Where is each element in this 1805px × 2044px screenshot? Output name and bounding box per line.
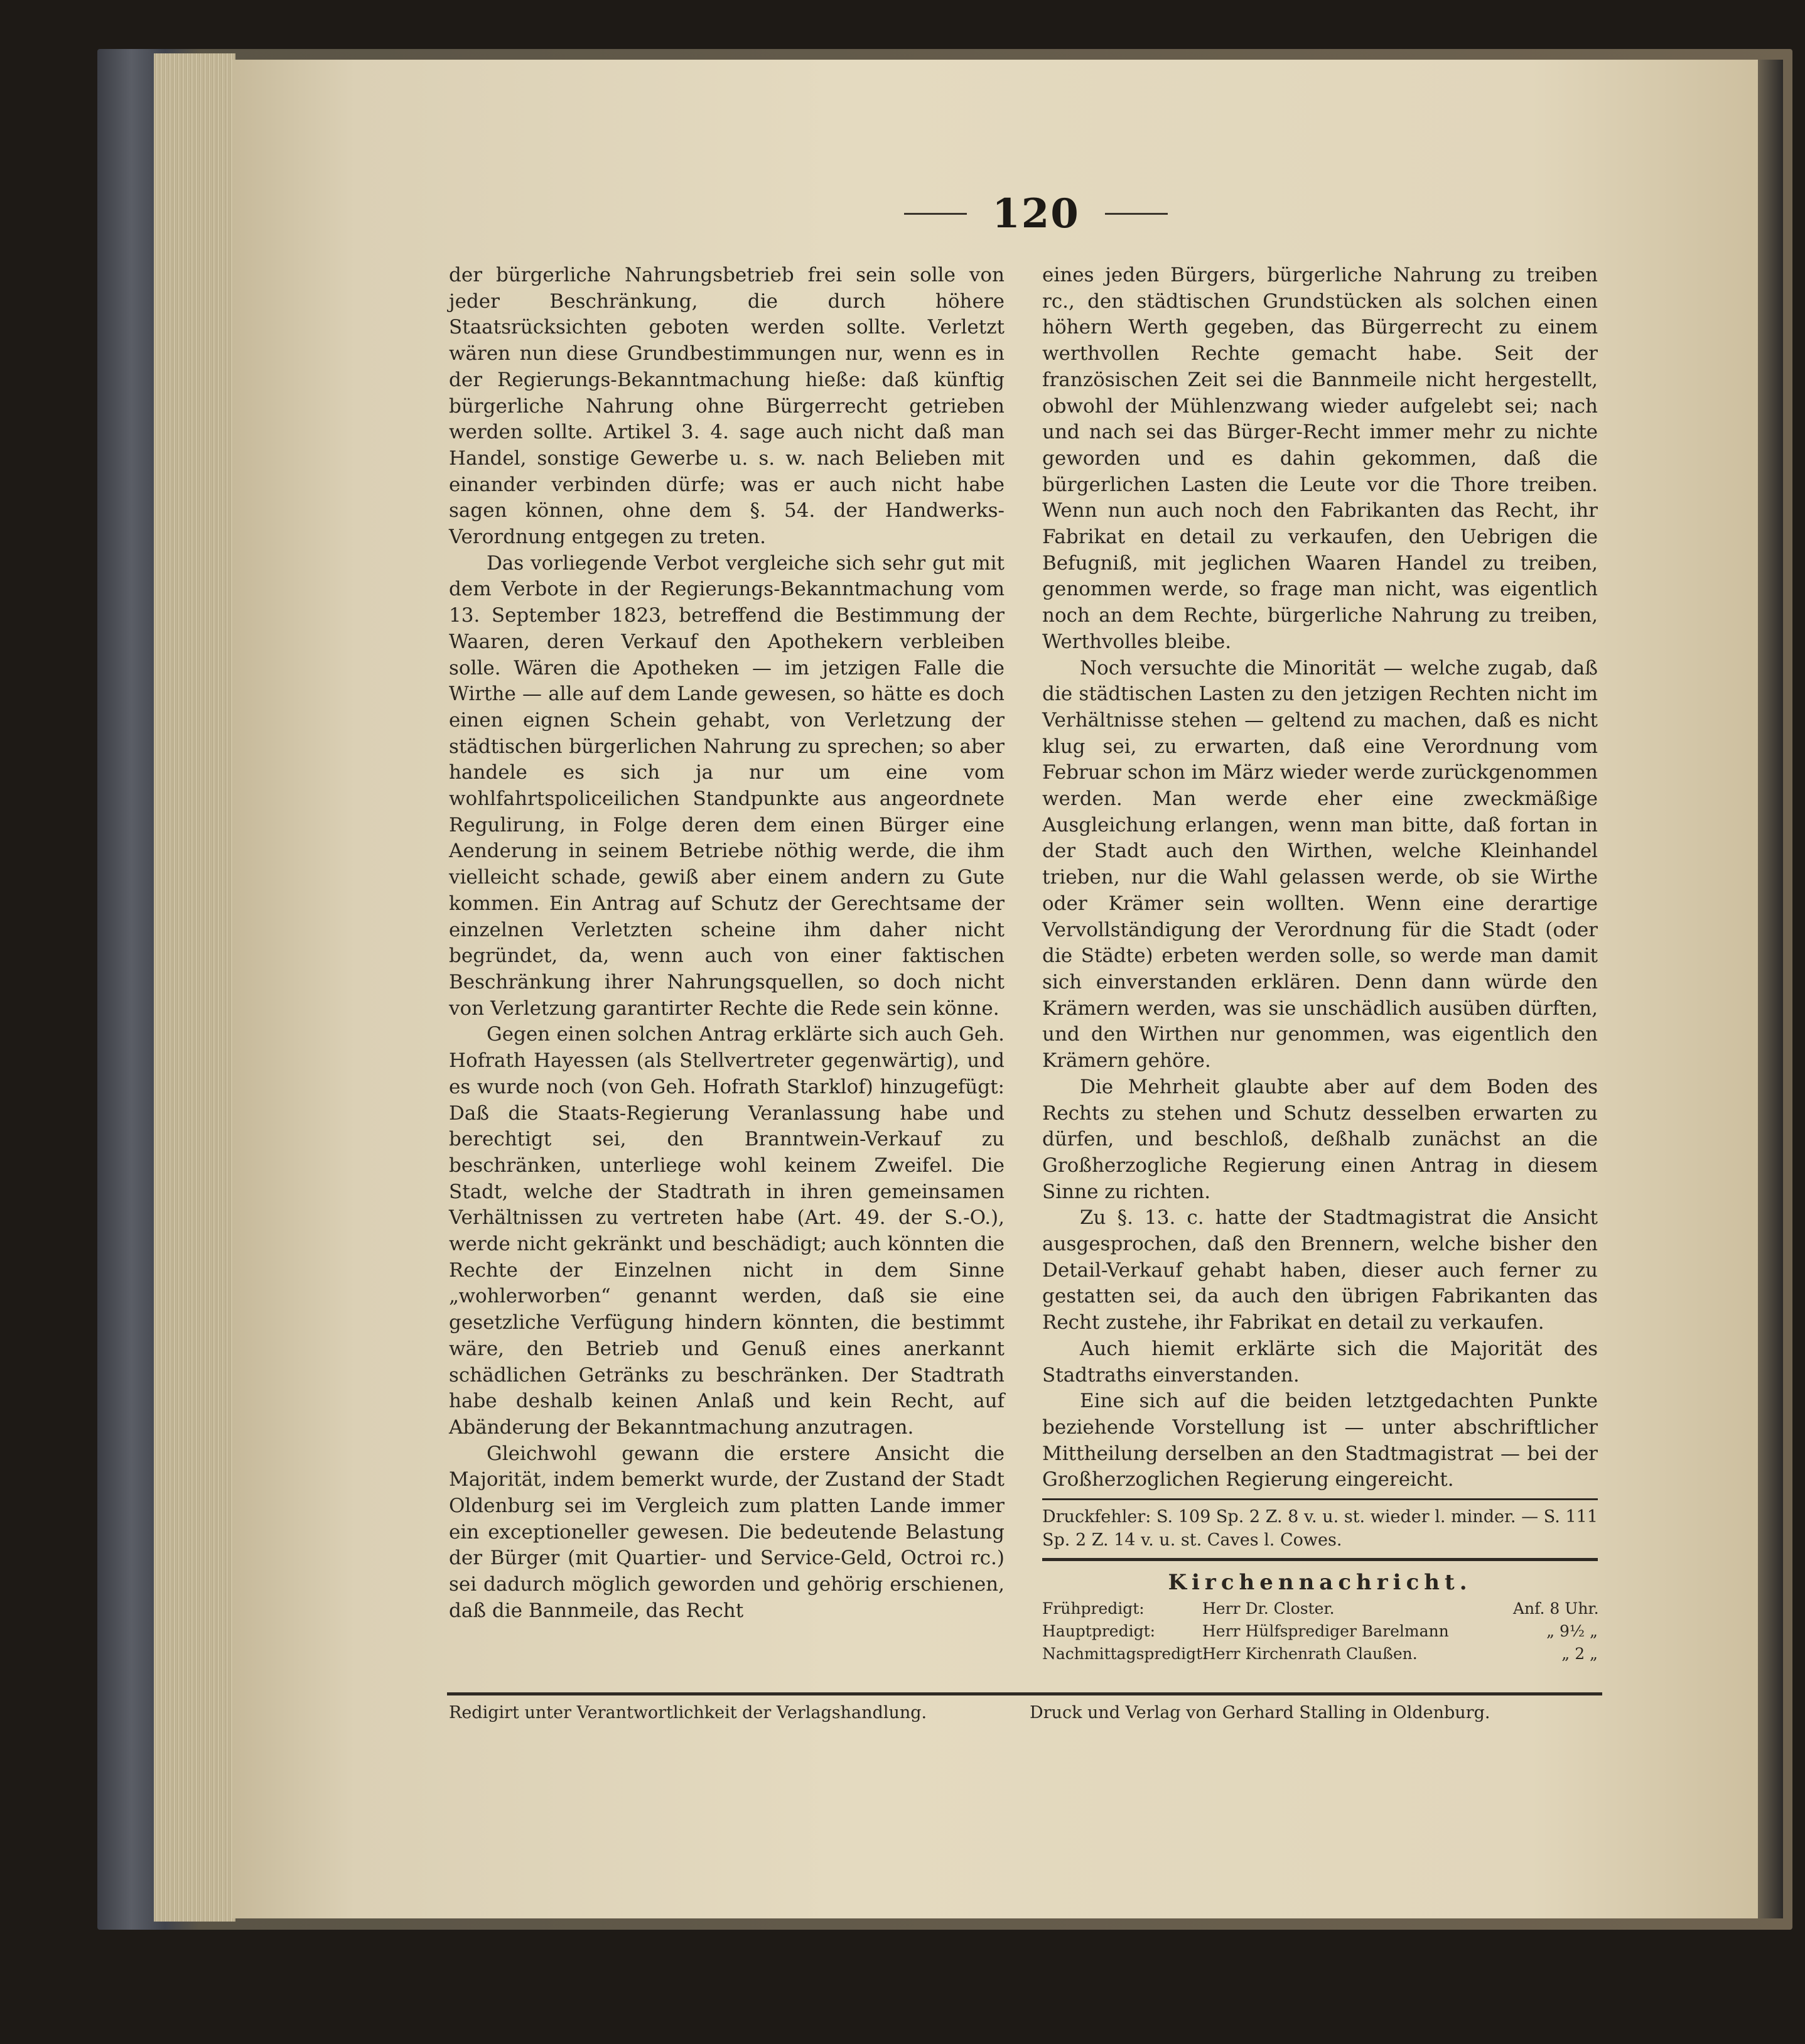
service-label: Hauptpredigt: xyxy=(1042,1622,1156,1641)
footer-editor-note: Redigirt unter Verantwortlichkeit der Verlagshandlung. xyxy=(449,1703,927,1722)
left-column xyxy=(449,262,1005,1625)
service-row xyxy=(1042,1620,1598,1643)
service-preacher: Herr Hülfsprediger Barelmann xyxy=(1202,1622,1449,1641)
header-rule-left xyxy=(904,213,967,215)
service-time: „ 2 „ xyxy=(1561,1645,1598,1663)
service-preacher: Herr Kirchenrath Claußen. xyxy=(1202,1645,1418,1663)
service-time: Anf. 8 Uhr. xyxy=(1513,1599,1599,1618)
footer-rule xyxy=(447,1692,1602,1695)
header-rule-right xyxy=(1105,213,1168,215)
paragraph: Eine sich auf die beiden letztgedachten Punkte beziehende Vorstellung ist — unter abschriftlicher Mittheilung derselben an den Stadtmagistrat — bei der Großherzoglichen Regierung eingereicht. xyxy=(1042,1390,1598,1491)
paragraph: Die Mehrheit glaubte aber auf dem Boden des Rechts zu stehen und Schutz desselben erwarten zu dürfen, und beschloß, deßhalb zunächst an die Großherzogliche Regierung einen Antrag in diesem Sinne zu richten. xyxy=(1042,1075,1598,1203)
paragraph: Noch versuchte die Minorität — welche zugab, daß die städtischen Lasten zu den jetzigen Rechten nicht im Verhältnisse stehen — geltend zu machen, daß es nicht klug sei, zu erwarten, daß eine Verordnung vom Februar schon im März wieder werde zurückgenommen werden. Man werde eher eine zweckmäßige Ausgleichung erlangen, wenn man bitte, daß fortan in der Stadt auch den Wirthen, welche Kleinhandel trieben, nur die Wahl gelassen werde, ob sie Wirthe oder Krämer sein wollten. Wenn eine derartige Vervollständigung der Verordnung für die Stadt (oder die Städte) erbeten werden solle, so werde man damit sich einverstanden erklären. Denn dann würde den Krämern werden, was sie unschädlich ausüben dürften, und den Wirthen nur genommen, was eigentlich den Krämern gehöre. xyxy=(1042,656,1598,1073)
footer-publisher-note: Druck und Verlag von Gerhard Stalling in Oldenburg. xyxy=(1030,1703,1490,1722)
paragraph: Gegen einen solchen Antrag erklärte sich auch Geh. Hofrath Hayessen (als Stellvertreter gegenwärtig), und es wurde noch (von Geh. Hofrath Starklof) hinzugefügt: Daß die Staats-Regierung Veranlassung habe und berechtigt sei, den Branntwein-Verkauf zu beschränken, unterliege wohl keinem Zweifel. Die Stadt, welche der Stadtrath in ihren gemeinsamen Verhältnissen zu vertreten habe (Art. 49. der S.-O.), werde nicht gekränkt und beschädigt; auch könnten die Rechte der Einzelnen nicht in dem Sinne „wohlerworben“ genannt werden, daß sie eine gesetzliche Verfügung hindern könnten, die bestimmt wäre, den Betrieb und Genuß eines anerkannt schädlichen Getränks zu beschränken. Der Stadtrath habe deshalb keinen Anlaß und kein Recht, auf Abänderung der Bekanntmachung anzutragen. xyxy=(449,1023,1005,1439)
service-row xyxy=(1042,1598,1598,1620)
paragraph: Gleichwohl gewann die erstere Ansicht die Majorität, indem bemerkt wurde, der Zustand der Stadt Oldenburg sei im Vergleich zum platten Lande immer ein exceptioneller gewesen. Die bedeutende Belastung der Bürger (mit Quartier- und Service-Geld, Octroi rc.) sei dadurch möglich geworden und gehörig erschienen, daß die Bannmeile, das Recht xyxy=(449,1442,1005,1622)
section-rule xyxy=(1042,1498,1598,1500)
right-column xyxy=(1042,262,1598,1665)
page-edges xyxy=(154,53,235,1922)
paragraph: der bürgerliche Nahrungsbetrieb frei sein solle von jeder Beschränkung, die durch höhere Staatsrücksichten geboten werden sollte. Verletzt wären nun diese Grundbestimmungen nur, wenn es in der Regierungs-Bekanntmachung hieße: daß künftig bürgerliche Nahrung ohne Bürgerrecht getrieben werden sollte. Artikel 3. 4. sage auch nicht daß man Handel, sonstige Gewerbe u. s. w. nach Belieben mit einander verbinden dürfe; was er auch nicht habe sagen können, ohne dem §. 54. der Handwerks-Verordnung entgegen zu treten. xyxy=(449,264,1005,549)
service-time: „ 9½ „ xyxy=(1546,1622,1598,1641)
gutter-shadow xyxy=(1758,60,1783,1918)
service-row xyxy=(1042,1643,1598,1665)
paragraph: eines jeden Bürgers, bürgerliche Nahrung zu treiben rc., den städtischen Grundstücken als solchen einen höhern Werth gegeben, das Bürgerrecht zu einem werthvollen Rechte gemacht habe. Seit der französischen Zeit sei die Bannmeile nicht hergestellt, obwohl der Mühlenzwang wieder aufgelebt sei; nach und nach sei das Bürger-Recht immer mehr zu nichte geworden und es dahin gekommen, daß die bürgerlichen Lasten die Leute vor die Thore treiben. Wenn nun auch noch den Fabrikanten das Recht, ihr Fabrikat en detail zu verkaufen, den Uebrigen die Befugniß, mit jeglichen Waaren Handel zu treiben, genommen werde, so frage man nicht, was eigentlich noch an dem Rechte, bürgerliche Nahrung zu treiben, Werthvolles bleibe. xyxy=(1042,264,1598,653)
service-label: Nachmittagspredigt: xyxy=(1042,1645,1208,1663)
paragraph: Zu §. 13. c. hatte der Stadtmagistrat die Ansicht ausgesprochen, daß den Brennern, welche bisher den Detail-Verkauf gehabt haben, dieser auch ferner zu gestatten sei, da auch den übrigen Fabrikanten das Recht zustehe, ihr Fabrikat en detail zu verkaufen. xyxy=(1042,1206,1598,1334)
service-label: Frühpredigt: xyxy=(1042,1599,1145,1618)
page-number: 120 xyxy=(992,190,1080,237)
page-header xyxy=(879,182,1193,245)
section-rule-bold xyxy=(1042,1558,1598,1561)
church-news-title: Kirchennachricht. xyxy=(1168,1570,1472,1596)
paragraph: Das vorliegende Verbot vergleiche sich sehr gut mit dem Verbote in der Regierungs-Bekanntmachung vom 13. September 1823, betreffend die Bestimmung der Waaren, deren Verkauf den Apothekern verbleiben solle. Wären die Apotheken — im jetzigen Falle die Wirthe — alle auf dem Lande gewesen, so hätte es doch einen eignen Schein gehabt, von Verletzung der städtischen bürgerlichen Nahrung zu sprechen; so aber handele es sich ja nur um eine vom wohlfahrtspoliceilichen Standpunkte aus angeordnete Regulirung, in Folge deren dem einen Bürger eine Aenderung in seinem Betriebe nöthig werde, die ihm vielleicht schade, gewiß aber einem andern zu Gute kommen. Ein Antrag auf Schutz der Gerechtsame der einzelnen Verletzten scheine ihm daher nicht begründet, da, wenn auch von einer faktischen Beschränkung ihrer Nahrungsquellen, so doch nicht von Verletzung garantirter Rechte die Rede sein könne. xyxy=(449,551,1005,1020)
errata-note: Druckfehler: S. 109 Sp. 2 Z. 8 v. u. st. wieder l. minder. — S. 111 Sp. 2 Z. 14 v. u. st. Caves l. Cowes. xyxy=(1042,1507,1598,1550)
service-preacher: Herr Dr. Closter. xyxy=(1202,1599,1335,1618)
paragraph: Auch hiemit erklärte sich die Majorität des Stadtraths einverstanden. xyxy=(1042,1337,1598,1387)
